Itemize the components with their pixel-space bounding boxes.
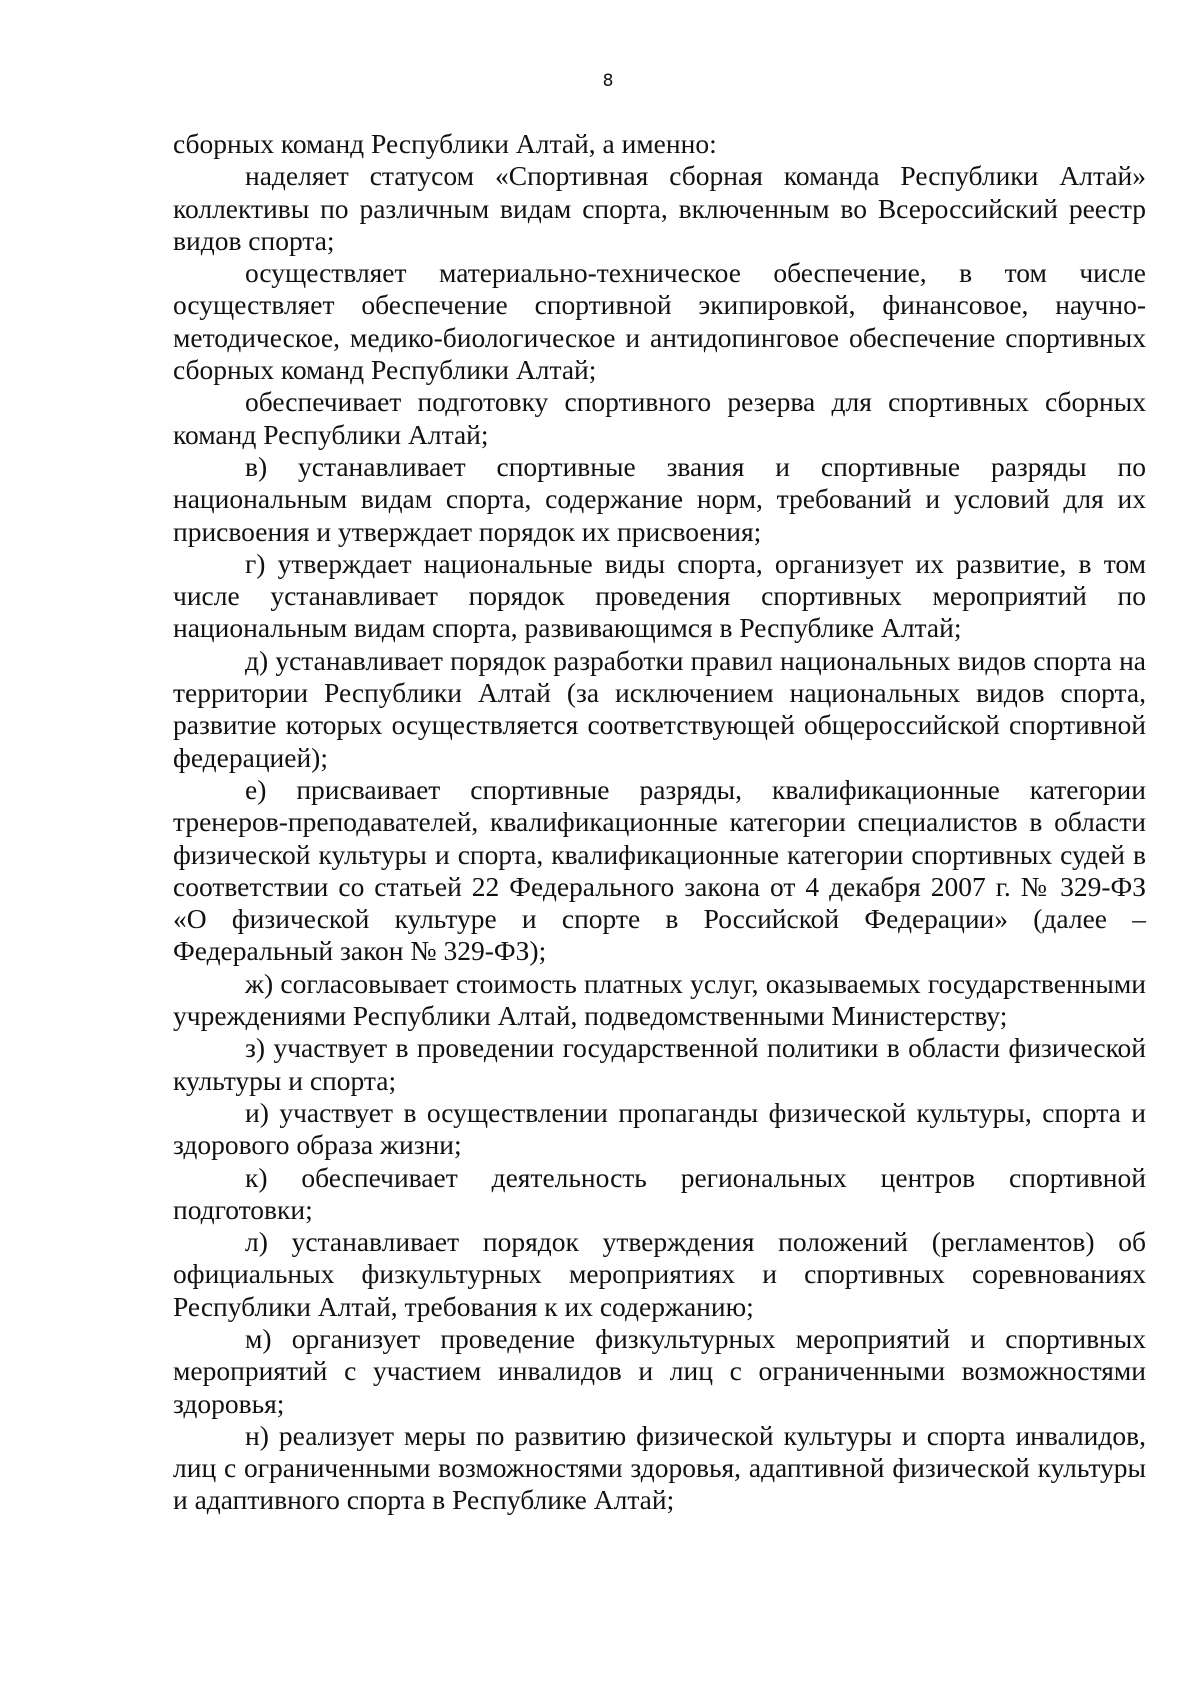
- paragraph-item-g: г) утверждает национальные виды спорта, организует их развитие, в том числе устанавливает порядок проведения спортивных мероприятий по национальным видам спорта, развивающимся в Республике Алтай;: [173, 547, 1146, 644]
- paragraph-item-d: д) устанавливает порядок разработки правил национальных видов спорта на территории Республики Алтай (за исключением национальных видов спорта, развитие которых осуществляется соответствующей общероссийской спортивной федерацией);: [173, 644, 1146, 773]
- document-body: [173, 128, 1146, 1517]
- paragraph-material-support: осуществляет материально-техническое обеспечение, в том числе осуществляет обеспечение спортивной экипировкой, финансовое, научно-методическое, медико-биологическое и антидопинговое обеспечение спортивных сборных команд Республики Алтай;: [173, 257, 1146, 386]
- paragraph-item-zh: ж) согласовывает стоимость платных услуг, оказываемых государственными учреждениями Республики Алтай, подведомственными Министерству;: [173, 967, 1146, 1032]
- paragraph-item-z: з) участвует в проведении государственной политики в области физической культуры и спорта;: [173, 1032, 1146, 1096]
- paragraph-item-l: л) устанавливает порядок утверждения положений (регламентов) об официальных физкультурных мероприятиях и спортивных соревнованиях Республики Алтай, требования к их содержанию;: [173, 1226, 1146, 1322]
- paragraph-team-status: наделяет статусом «Спортивная сборная команда Республики Алтай» коллективы по различным видам спорта, включенным во Всероссийский реестр видов спорта;: [173, 160, 1146, 256]
- page-number: 8: [602, 71, 614, 91]
- paragraph-reserve-training: обеспечивает подготовку спортивного резерва для спортивных сборных команд Республики Алтай;: [173, 386, 1146, 450]
- paragraph-continuation: сборных команд Республики Алтай, а именно:: [173, 128, 717, 159]
- paragraph-item-i: и) участвует в осуществлении пропаганды физической культуры, спорта и здорового образа жизни;: [173, 1096, 1146, 1161]
- paragraph-item-k: к) обеспечивает деятельность региональных центров спортивной подготовки;: [173, 1161, 1146, 1225]
- paragraph-item-n: н) реализует меры по развитию физической культуры и спорта инвалидов, лиц с ограниченными возможностями здоровья, адаптивной физической культуры и адаптивного спорта в Республике Алтай;: [173, 1419, 1146, 1516]
- paragraph-item-v: в) устанавливает спортивные звания и спортивные разряды по национальным видам спорта, содержание норм, требований и условий для их присвоения и утверждает порядок их присвоения;: [173, 450, 1146, 547]
- paragraph-item-e: е) присваивает спортивные разряды, квалификационные категории тренеров-преподавателей, квалификационные категории специалистов в области физической культуры и спорта, квалификационные категории спортивных судей в соответствии со статьей 22 Федерального закона от 4 декабря 2007 г. № 329-ФЗ «О физической культуре и спорте в Российской Федерации» (далее – Федеральный закон № 329-ФЗ);: [173, 773, 1146, 967]
- paragraph-item-m: м) организует проведение физкультурных мероприятий и спортивных мероприятий с участием инвалидов и лиц с ограниченными возможностями здоровья;: [173, 1322, 1146, 1419]
